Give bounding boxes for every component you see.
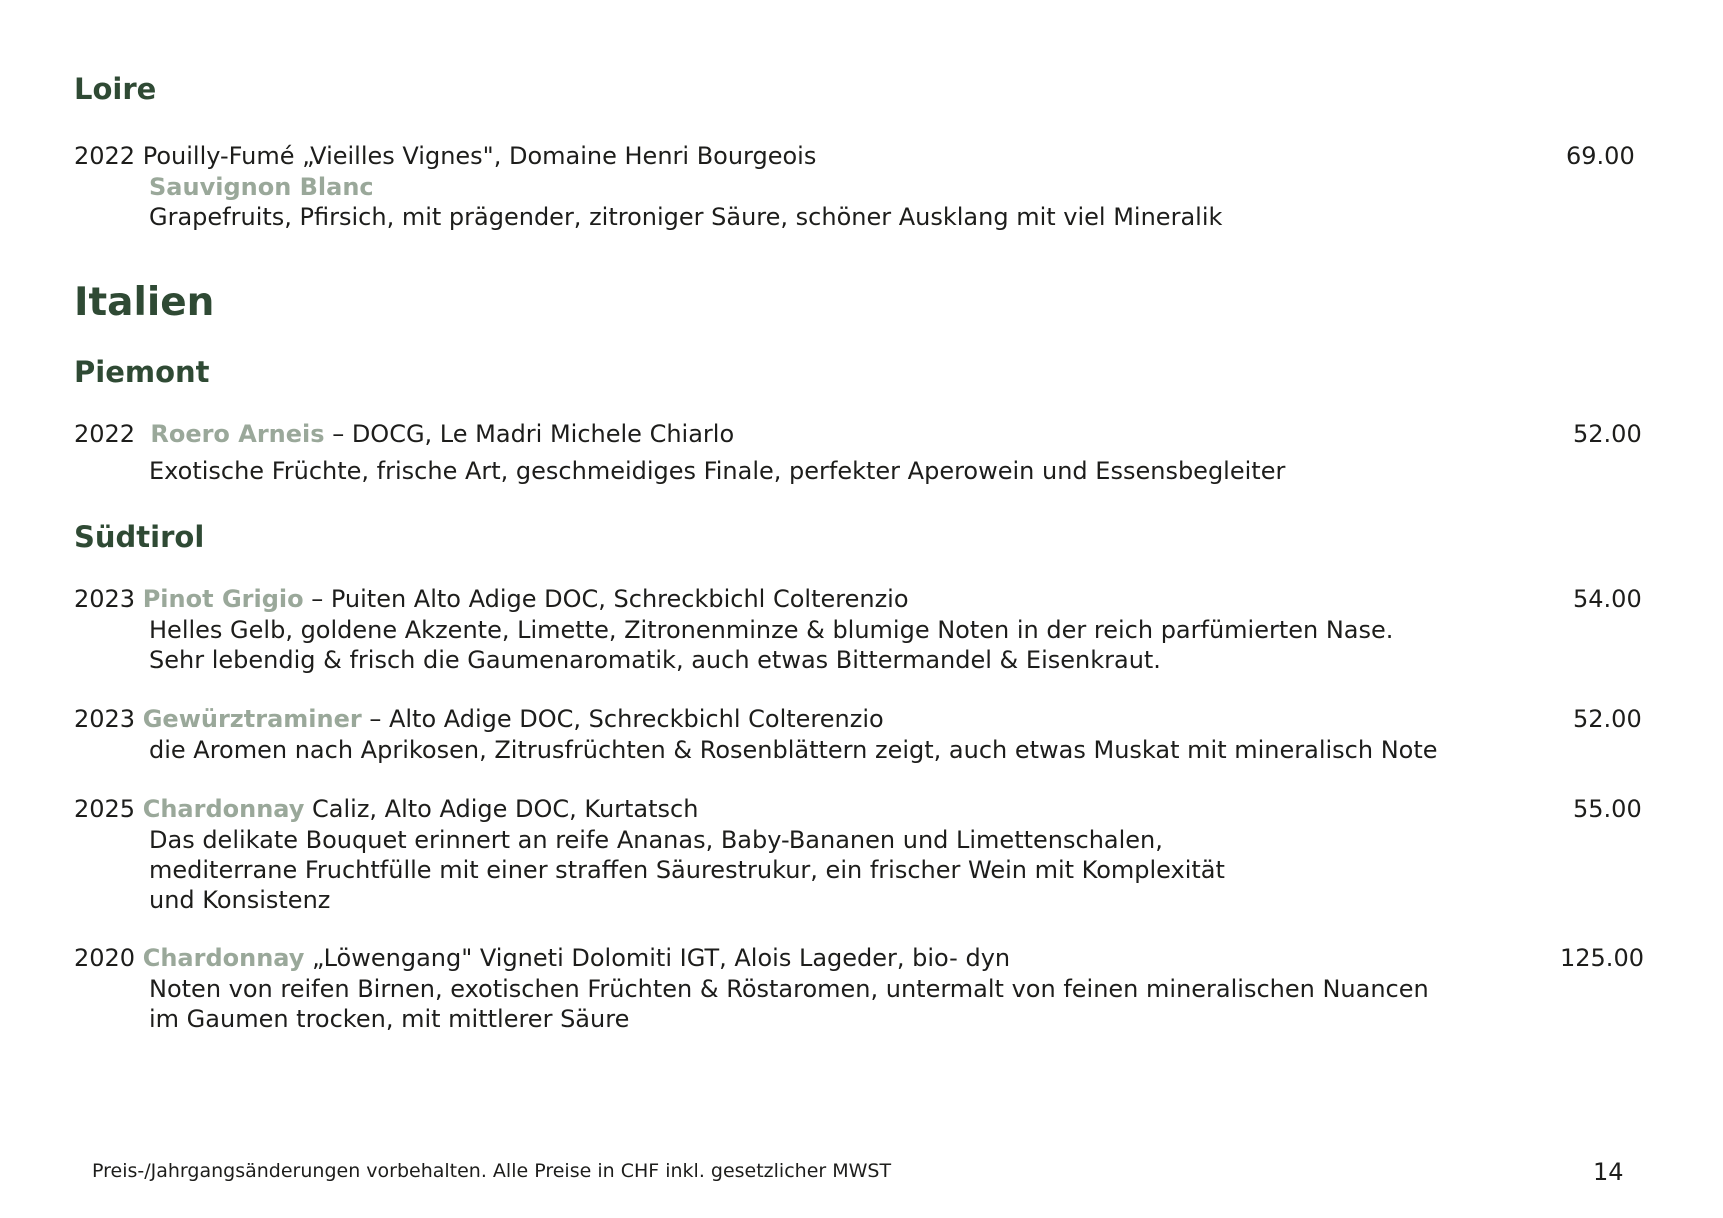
grape-name: Pinot Grigio (142, 585, 304, 613)
wine-price: 69.00 (1566, 142, 1635, 170)
wine-description: Sehr lebendig & frisch die Gaumenaromatik, auch etwas Bittermandel & Eisenkraut. (149, 646, 1161, 674)
wine-price: 55.00 (1573, 795, 1642, 823)
wine-price: 54.00 (1573, 585, 1642, 613)
region-heading-suedtirol: Südtirol (74, 520, 205, 554)
grape-name: Roero Arneis (150, 420, 325, 448)
wine-description: und Konsistenz (149, 886, 331, 914)
wine-price: 52.00 (1573, 420, 1642, 448)
footer-note: Preis-/Jahrgangsänderungen vorbehalten. Alle Preise in CHF inkl. gesetzlicher MWST (92, 1160, 892, 1182)
wine-vintage: 2022 (74, 420, 136, 448)
wine-details: – Puiten Alto Adige DOC, Schreckbichl Colterenzio (303, 585, 909, 613)
wine-description: Helles Gelb, goldene Akzente, Limette, Zitronenminze & blumige Noten in der reich parfümierten Nase. (149, 616, 1394, 644)
wine-details: Caliz, Alto Adige DOC, Kurtatsch (304, 795, 699, 823)
wine-vintage: 2025 (74, 795, 136, 823)
wine-description: die Aromen nach Aprikosen, Zitrusfrüchten & Rosenblättern zeigt, auch etwas Muskat mit mineralisch Note (149, 736, 1438, 764)
wine-line (74, 795, 698, 823)
region-heading-loire: Loire (74, 72, 157, 106)
wine-description: Grapefruits, Pfirsich, mit prägender, zitroniger Säure, schöner Ausklang mit viel Mineralik (149, 203, 1223, 231)
wine-vintage: 2023 (74, 585, 136, 613)
wine-line (74, 944, 1010, 972)
wine-details: – Alto Adige DOC, Schreckbichl Colterenzio (361, 705, 884, 733)
wine-description: Exotische Früchte, frische Art, geschmeidiges Finale, perfekter Aperowein und Essensbegleiter (149, 457, 1286, 485)
grape-name: Chardonnay (142, 944, 305, 972)
wine-line (74, 705, 884, 733)
wine-price: 125.00 (1560, 944, 1644, 972)
wine-description: Das delikate Bouquet erinnert an reife Ananas, Baby-Bananen und Limettenschalen, (149, 826, 1163, 854)
wine-vintage: 2022 (74, 142, 136, 170)
wine-description: mediterrane Fruchtfülle mit einer straffen Säurestrukur, ein frischer Wein mit Komplexität (149, 856, 1225, 884)
wine-description: im Gaumen trocken, mit mittlerer Säure (149, 1005, 630, 1033)
grape-name: Gewürztraminer (142, 705, 362, 733)
wine-description: Noten von reifen Birnen, exotischen Früchten & Röstaromen, untermalt von feinen mineralischen Nuancen (149, 975, 1429, 1003)
wine-price: 52.00 (1573, 705, 1642, 733)
wine-grape (149, 172, 374, 202)
wine-line (74, 142, 816, 170)
region-heading-piemont: Piemont (74, 355, 210, 389)
wine-details: – DOCG, Le Madri Michele Chiarlo (324, 420, 735, 448)
wine-line (74, 585, 909, 613)
page-number: 14 (1593, 1158, 1624, 1186)
grape-name: Chardonnay (142, 795, 305, 823)
grape-name: Sauvignon Blanc (149, 173, 374, 201)
wine-name: Pouilly-Fumé „Vieilles Vignes", Domaine Henri Bourgeois (142, 142, 817, 170)
wine-vintage: 2020 (74, 944, 136, 972)
country-heading-italien: Italien (74, 280, 215, 325)
wine-vintage: 2023 (74, 705, 136, 733)
wine-line (74, 420, 734, 448)
wine-details: „Löwengang" Vigneti Dolomiti IGT, Alois Lageder, bio- dyn (304, 944, 1011, 972)
